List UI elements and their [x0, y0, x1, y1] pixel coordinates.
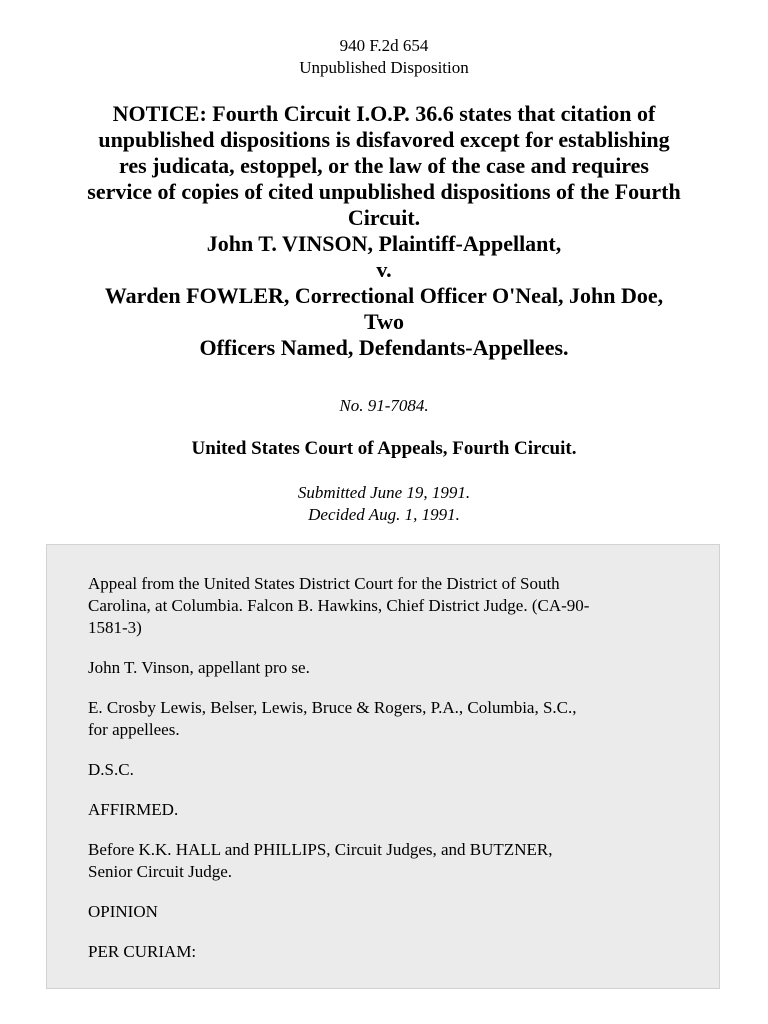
appeal-line: 1581-3) — [88, 618, 142, 637]
result-paragraph: AFFIRMED. — [88, 800, 179, 819]
docket-number: No. 91-7084. — [339, 396, 429, 415]
decided-date: Decided Aug. 1, 1991. — [308, 505, 460, 524]
judges-line: Before K.K. HALL and PHILLIPS, Circuit Judges, and BUTZNER, — [88, 840, 553, 859]
judges-paragraph — [88, 839, 688, 883]
defendants-line: Warden FOWLER, Correctional Officer O'Neal, John Doe, — [104, 283, 664, 308]
court-name: United States Court of Appeals, Fourth Circuit. — [191, 438, 577, 459]
appellant-paragraph: John T. Vinson, appellant pro se. — [88, 658, 310, 677]
reporter-citation: 940 F.2d 654 — [339, 36, 429, 55]
lower-court-paragraph: D.S.C. — [88, 760, 134, 779]
defendants-line: Two — [364, 309, 404, 334]
case-caption — [0, 101, 768, 361]
appeal-paragraph — [88, 573, 688, 639]
judges-line: Senior Circuit Judge. — [88, 862, 233, 881]
case-dates — [0, 482, 768, 526]
defendants-line: Officers Named, Defendants-Appellees. — [199, 335, 569, 360]
case-header — [0, 35, 768, 79]
versus-line: v. — [376, 257, 392, 282]
case-details-panel — [46, 544, 720, 989]
notice-line: res judicata, estoppel, or the law of the case and requires — [118, 153, 649, 178]
notice-line: unpublished dispositions is disfavored except for establishing — [98, 127, 670, 152]
disposition-label: Unpublished Disposition — [299, 58, 469, 77]
notice-line: NOTICE: Fourth Circuit I.O.P. 36.6 states that citation of — [112, 101, 656, 126]
opinion-heading: OPINION — [88, 902, 158, 921]
counsel-line: for appellees. — [88, 720, 180, 739]
notice-line: service of copies of cited unpublished dispositions of the Fourth — [87, 179, 681, 204]
counsel-line: E. Crosby Lewis, Belser, Lewis, Bruce & Rogers, P.A., Columbia, S.C., — [88, 698, 577, 717]
counsel-paragraph — [88, 697, 688, 741]
per-curiam-heading: PER CURIAM: — [88, 942, 197, 961]
plaintiff-line: John T. VINSON, Plaintiff-Appellant, — [206, 231, 562, 256]
case-details-content — [88, 573, 688, 981]
notice-line: Circuit. — [347, 205, 421, 230]
appeal-line: Appeal from the United States District Court for the District of South — [88, 574, 560, 593]
submitted-date: Submitted June 19, 1991. — [297, 483, 471, 502]
appeal-line: Carolina, at Columbia. Falcon B. Hawkins, Chief District Judge. (CA-90- — [88, 596, 590, 615]
